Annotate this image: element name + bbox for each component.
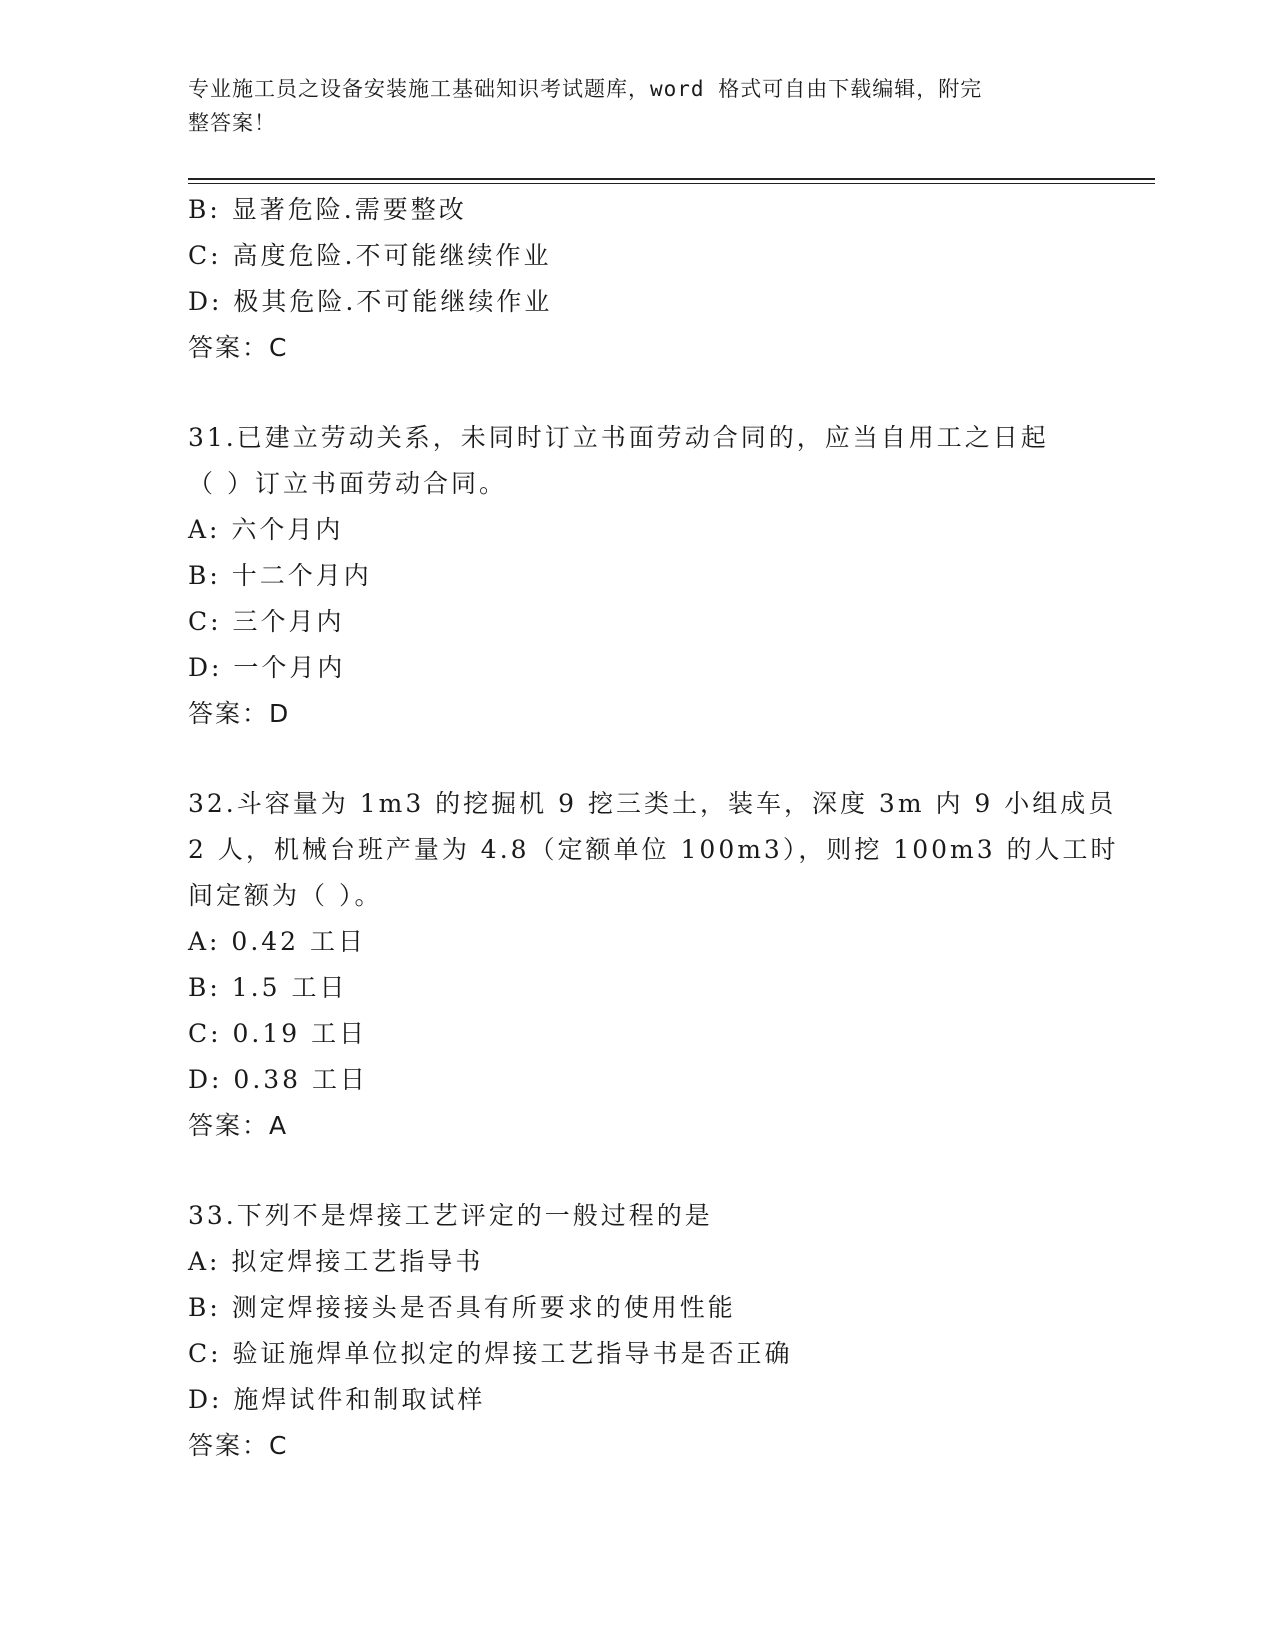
- option-b: B: 十二个月内: [188, 561, 372, 590]
- answer-line: 答案：C: [188, 1431, 289, 1460]
- option-d: D: 一个月内: [188, 653, 346, 682]
- question-stem-line: 间定额为（ ）。: [188, 881, 383, 910]
- option-c: C: 三个月内: [188, 607, 345, 636]
- option-d: D: 极其危险.不可能继续作业: [188, 287, 553, 316]
- question-33: [188, 1193, 1088, 1469]
- option-c: C: 0.19 工日: [188, 1019, 368, 1048]
- option-a: A: 0.42 工日: [188, 927, 367, 956]
- question-stem-line: 32.斗容量为 1m3 的挖掘机 9 挖三类土，装车，深度 3m 内 9 小组成员: [188, 789, 1117, 818]
- option-b: B: 测定焊接接头是否具有所要求的使用性能: [188, 1293, 736, 1322]
- question-32: [188, 781, 1119, 1149]
- spacer: [188, 371, 1088, 415]
- header-rule-thin: [188, 183, 1155, 184]
- question-stem-line: 31.已建立劳动关系，未同时订立书面劳动合同的，应当自用工之日起: [188, 423, 1049, 452]
- header-title-line-2: 整答案！: [188, 111, 276, 135]
- spacer: [188, 737, 1088, 781]
- question-stem-line: 2 人，机械台班产量为 4.8（定额单位 100m3），则挖 100m3 的人工时: [188, 835, 1119, 864]
- header-rule-thick: [188, 178, 1155, 180]
- spacer: [188, 1149, 1088, 1193]
- question-stem-line: 33.下列不是焊接工艺评定的一般过程的是: [188, 1201, 713, 1230]
- option-a: A: 六个月内: [188, 515, 344, 544]
- question-30-tail: [188, 187, 1088, 371]
- document-header: [188, 72, 1068, 140]
- option-d: D: 0.38 工日: [188, 1065, 369, 1094]
- option-c: C: 验证施焊单位拟定的焊接工艺指导书是否正确: [188, 1339, 793, 1368]
- question-stem-line: （ ）订立书面劳动合同。: [188, 469, 507, 498]
- answer-line: 答案：D: [188, 699, 291, 728]
- option-b: B: 显著危险.需要整改: [188, 195, 467, 224]
- question-31: [188, 415, 1088, 737]
- option-b: B: 1.5 工日: [188, 973, 348, 1002]
- option-d: D: 施焊试件和制取试样: [188, 1385, 486, 1414]
- question-list: [188, 187, 1119, 1469]
- answer-line: 答案：A: [188, 1111, 289, 1140]
- header-title-line-1: 专业施工员之设备安装施工基础知识考试题库，word 格式可自由下载编辑，附完: [188, 77, 983, 101]
- option-c: C: 高度危险.不可能继续作业: [188, 241, 552, 270]
- option-a: A: 拟定焊接工艺指导书: [188, 1247, 484, 1276]
- answer-line: 答案：C: [188, 333, 289, 362]
